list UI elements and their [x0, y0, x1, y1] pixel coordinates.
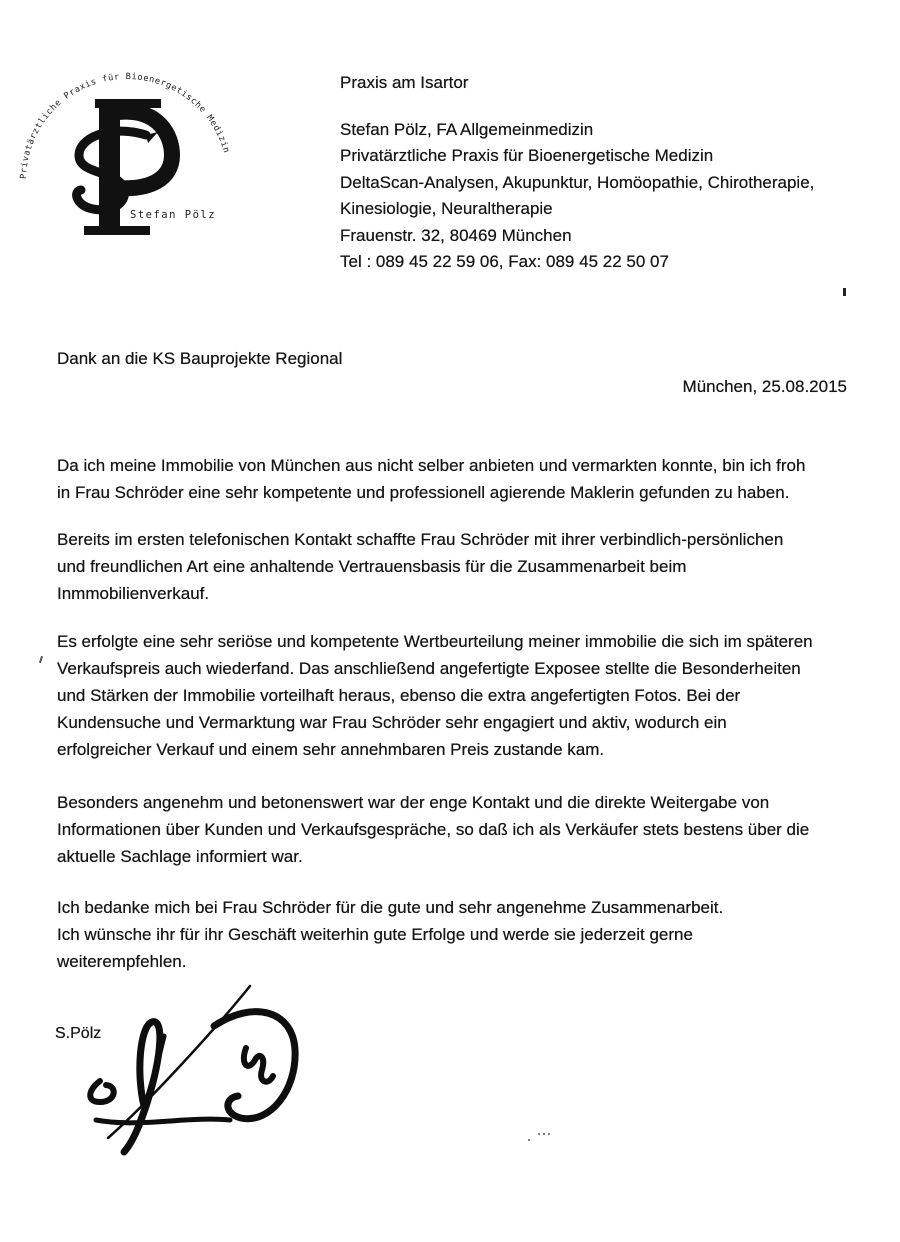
paragraph-line: aktuelle Sachlage informiert war.: [57, 847, 303, 866]
letterhead-line: Kinesiologie, Neuraltherapie: [340, 199, 553, 218]
letterhead-block: [340, 70, 820, 276]
letterhead-line: DeltaScan-Analysen, Akupunktur, Homöopathie, Chirotherapie,: [340, 172, 815, 192]
paragraph-line: Ich wünsche ihr für ihr Geschäft weiterhin gute Erfolge und werde sie jederzeit gerne: [57, 925, 693, 944]
date-line: München, 25.08.2015: [682, 377, 847, 396]
scan-artifact-dot: [548, 1133, 550, 1135]
paragraph-line: Ich bedanke mich bei Frau Schröder für die gute und sehr angenehme Zusammenarbeit.: [57, 898, 724, 917]
logo-arc-text: Privatärztliche Praxis für Bioenergetische Medizin: [18, 71, 232, 180]
paragraph-line: und freundlichen Art eine anhaltende Vertrauensbasis für die Zusammenarbeit beim: [57, 557, 687, 576]
paragraph-line: Bereits im ersten telefonischen Kontakt schaffte Frau Schröder mit ihrer verbindlich-persönlichen: [57, 530, 784, 549]
letterhead-phone-line: Tel : 089 45 22 59 06, Fax: 089 45 22 50 07: [340, 252, 669, 271]
letterhead-line: Stefan Pölz, FA Allgemeinmedizin: [340, 119, 594, 139]
paragraph-line: Inmmobilienverkauf.: [57, 584, 210, 603]
practice-name: Praxis am Isartor: [340, 73, 469, 92]
paragraph-line: Besonders angenehm und betonenswert war der enge Kontakt und die direkte Weitergabe von: [57, 793, 770, 812]
scan-artifact-dot: [543, 1133, 545, 1135]
signature-icon: [78, 978, 318, 1158]
paragraph-line: Verkaufspreis auch wiederfand. Das anschließend angefertigte Exposee stellte die Besonderheiten: [57, 659, 801, 678]
paragraph-line: weiterempfehlen.: [57, 952, 187, 971]
paragraph-line: erfolgreicher Verkauf und einem sehr annehmbaren Preis zustande kam.: [57, 740, 605, 759]
practice-logo: [18, 38, 238, 243]
paragraph-line: Kundensuche und Vermarktung war Frau Schröder sehr engagiert und aktiv, wodurch ein: [57, 713, 727, 732]
paragraph: [57, 894, 867, 975]
scan-artifact: [39, 656, 43, 663]
letterhead-address-line: Frauenstr. 32, 80469 München: [340, 225, 572, 245]
paragraph: [57, 452, 867, 506]
signature-name: S.Pölz: [55, 1025, 102, 1042]
paragraph-line: in Frau Schröder eine sehr kompetente und professionell agierende Maklerin gefunden zu haben.: [57, 483, 790, 502]
logo-name-text: Stefan Pölz: [130, 209, 217, 221]
handwritten-signature: [78, 978, 318, 1158]
scan-artifact-dot: [538, 1133, 540, 1135]
paragraph: [57, 526, 867, 607]
paragraph-line: Es erfolgte eine sehr seriöse und kompetente Wertbeurteilung meiner immobilie die sich im späteren: [57, 632, 813, 651]
paragraph-line: Da ich meine Immobilie von München aus nicht selber anbieten und vermarkten konnte, bin ich froh: [57, 456, 806, 475]
practice-logo-graphic: [18, 38, 238, 243]
paragraph-line: und Stärken der Immobilie vorteilhaft heraus, ebenso die extra angefertigten Fotos. Bei der: [57, 686, 741, 705]
letterhead-line: Privatärztliche Praxis für Bioenergetische Medizin: [340, 146, 714, 165]
scan-artifact: [843, 288, 846, 296]
paragraph-line: Informationen über Kunden und Verkaufsgespräche, so daß ich als Verkäufer stets bestens über die: [57, 820, 810, 839]
recipient-line: Dank an die KS Bauprojekte Regional: [57, 349, 343, 368]
paragraph: [57, 789, 867, 870]
paragraph: [57, 628, 867, 763]
scan-artifact-dot: [528, 1139, 530, 1141]
